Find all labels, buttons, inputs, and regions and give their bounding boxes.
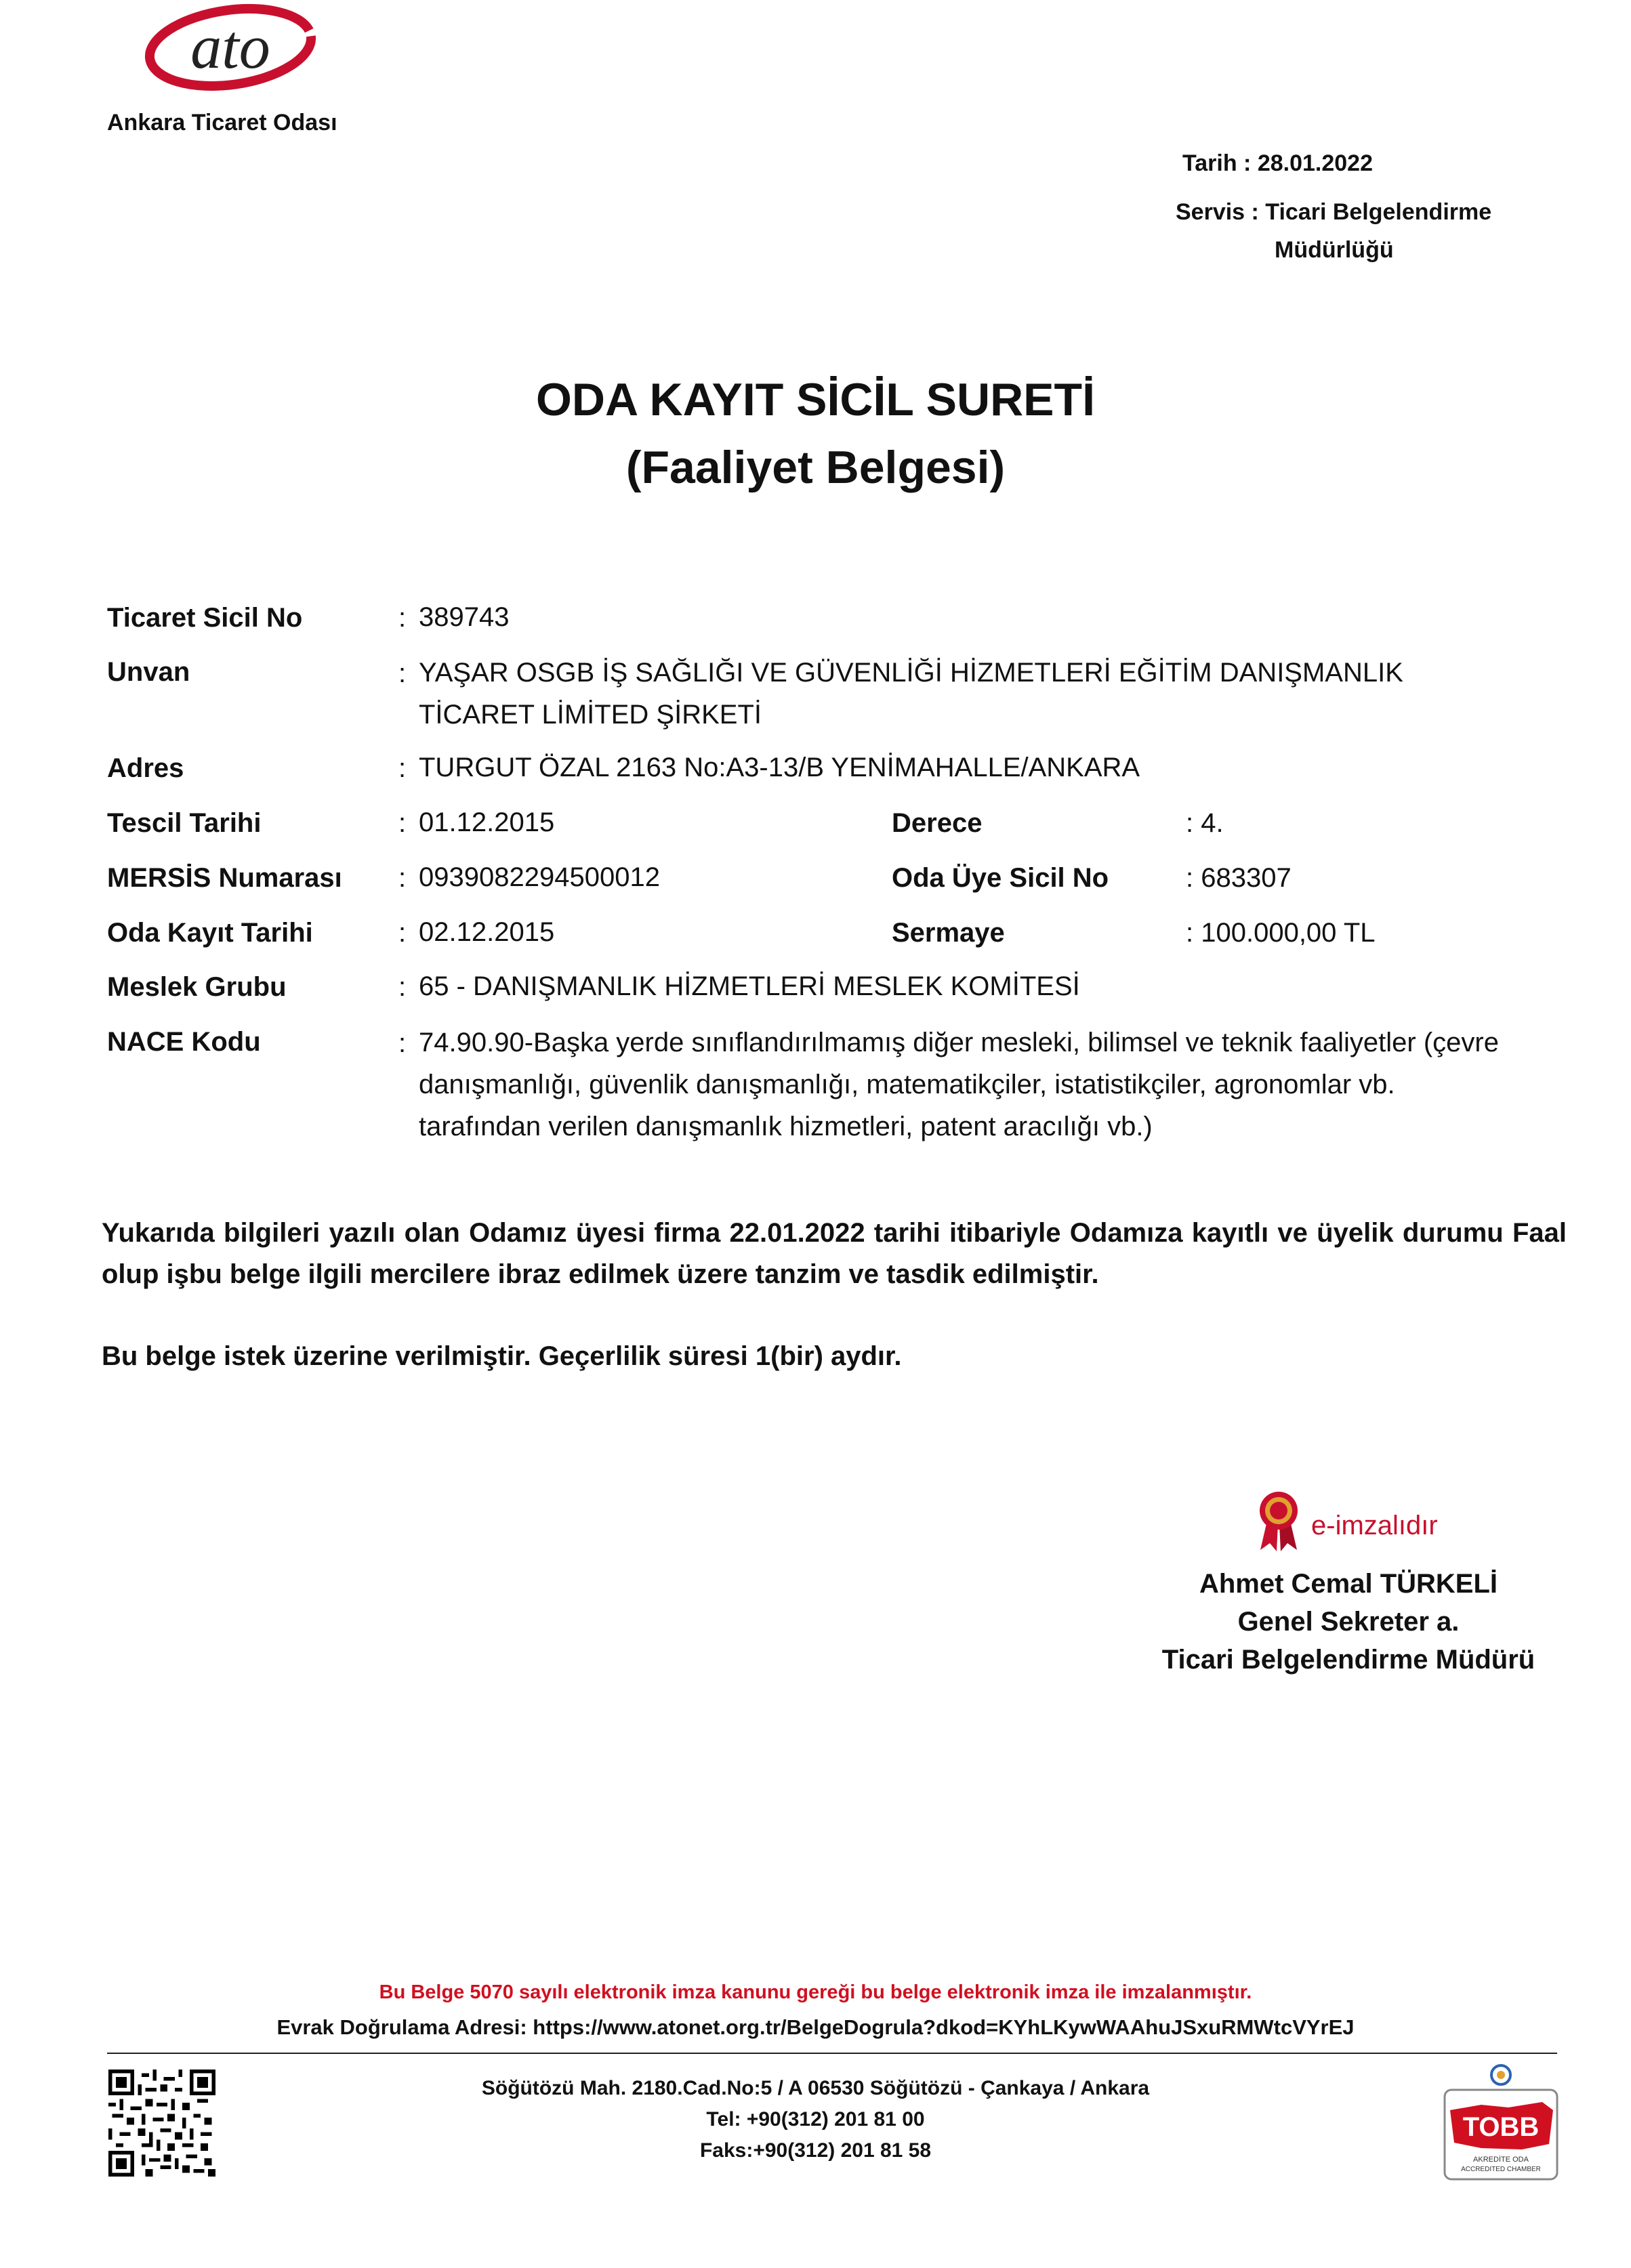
- nace-line-3: tarafından verilen danışmanlık hizmetleri, patent aracılığı vb.): [419, 1112, 1153, 1141]
- tobb-sub-2: ACCREDITED CHAMBER: [1461, 2166, 1541, 2173]
- field-value-sermaye: : 100.000,00 TL: [1186, 918, 1376, 948]
- field-value-oda-kayit: 02.12.2015: [419, 917, 555, 947]
- validity-paragraph: Bu belge istek üzerine verilmiştir. Geçerlilik süresi 1(bir) aydır.: [102, 1341, 902, 1371]
- field-label-sermaye: Sermaye: [892, 918, 1005, 948]
- title-sub: (Faaliyet Belgesi): [625, 442, 1006, 493]
- field-label-uye-sicil: Oda Üye Sicil No: [892, 863, 1109, 893]
- legal-note: Bu Belge 5070 sayılı elektronik imza kanunu gereği bu belge elektronik imza ile imzalanmıştır.: [379, 1981, 1252, 2003]
- signatory-role-2: Ticari Belgelendirme Müdürü: [1161, 1645, 1535, 1675]
- nace-line-2: danışmanlığı, güvenlik danışmanlığı, matematikçiler, istatistikçiler, agronomlar vb.: [419, 1070, 1395, 1099]
- footer-fax: Faks:+90(312) 201 81 58: [699, 2139, 932, 2162]
- footer-contact: [0, 2073, 1631, 2166]
- field-label-mersis: MERSİS Numarası: [107, 863, 342, 893]
- footer-divider: [107, 2053, 1557, 2054]
- unvan-line-2: TİCARET LİMİTED ŞİRKETİ: [419, 700, 762, 730]
- field-label-derece: Derece: [892, 808, 983, 838]
- document-date: Tarih : 28.01.2022: [1182, 150, 1373, 176]
- field-value-meslek: 65 - DANIŞMANLIK HİZMETLERİ MESLEK KOMİTESİ: [419, 971, 1080, 1001]
- ato-logo: [136, 0, 325, 102]
- field-value-tescil: 01.12.2015: [419, 807, 555, 837]
- signatory-name: Ahmet Cemal TÜRKELİ: [1199, 1569, 1498, 1599]
- tobb-accreditation-logo: [1441, 2063, 1561, 2185]
- footer-address: Söğütözü Mah. 2180.Cad.No:5 / A 06530 Söğütözü - Çankaya / Ankara: [481, 2077, 1150, 2099]
- field-colon: :: [398, 753, 407, 783]
- org-name: Ankara Ticaret Odası: [107, 110, 337, 135]
- field-label-adres: Adres: [107, 753, 184, 783]
- field-label-nace: NACE Kodu: [107, 1027, 261, 1057]
- field-label-tescil: Tescil Tarihi: [107, 808, 262, 838]
- title-main: ODA KAYIT SİCİL SURETİ: [536, 374, 1095, 425]
- field-colon: :: [398, 808, 407, 838]
- field-value-mersis: 0939082294500012: [419, 862, 660, 892]
- document-title: [0, 366, 1631, 501]
- field-colon: :: [398, 863, 407, 893]
- verification-url[interactable]: Evrak Doğrulama Adresi: https://www.atonet.org.tr/BelgeDogrula?dkod=KYhLKywWAAhuJSxuRMWtcVYrEJ: [276, 2015, 1355, 2039]
- field-value-nace: [419, 1022, 1499, 1148]
- field-value-sicil-no: 389743: [419, 602, 510, 632]
- service-unit: [1176, 193, 1491, 269]
- signatory-role-1: Genel Sekreter a.: [1237, 1607, 1460, 1637]
- tobb-sub-1: AKREDİTE ODA: [1473, 2156, 1529, 2164]
- field-label-sicil-no: Ticaret Sicil No: [107, 603, 303, 633]
- certification-paragraph: Yukarıda bilgileri yazılı olan Odamız üyesi firma 22.01.2022 tarihi itibariyle Odamıza kayıtlı ve üyelik durumu Faal olup işbu belge ilgili mercilere ibraz edilmek üzere tanzim ve tasdik edilmiştir.: [102, 1218, 1567, 1289]
- e-signed-label: e-imzalıdır: [1311, 1511, 1438, 1540]
- field-colon: :: [398, 918, 407, 948]
- e-signature-seal-icon: [1255, 1490, 1302, 1551]
- logo-text: ato: [190, 12, 270, 81]
- field-colon: :: [398, 1028, 407, 1058]
- signatory-block: [1111, 1565, 1586, 1679]
- unvan-line-1: YAŞAR OSGB İŞ SAĞLIĞI VE GÜVENLİĞİ HİZMETLERİ EĞİTİM DANIŞMANLIK: [419, 658, 1403, 688]
- nace-line-1: 74.90.90-Başka yerde sınıflandırılmamış diğer mesleki, bilimsel ve teknik faaliyetler (çevre: [419, 1028, 1499, 1057]
- field-value-derece: : 4.: [1186, 808, 1224, 838]
- field-label-oda-kayit: Oda Kayıt Tarihi: [107, 918, 313, 948]
- field-value-adres: TURGUT ÖZAL 2163 No:A3-13/B YENİMAHALLE/ANKARA: [419, 753, 1140, 782]
- field-label-meslek: Meslek Grubu: [107, 972, 287, 1002]
- field-colon: :: [398, 603, 407, 633]
- tobb-text: TOBB: [1462, 2112, 1540, 2142]
- field-value-unvan: [419, 652, 1403, 736]
- field-label-unvan: Unvan: [107, 657, 190, 687]
- service-line-1: Servis : Ticari Belgelendirme: [1176, 199, 1492, 225]
- field-colon: :: [398, 658, 407, 688]
- service-line-2: Müdürlüğü: [1275, 237, 1394, 263]
- footer-phone: Tel: +90(312) 201 81 00: [706, 2108, 925, 2130]
- field-value-uye-sicil: : 683307: [1186, 863, 1292, 893]
- field-colon: :: [398, 972, 407, 1002]
